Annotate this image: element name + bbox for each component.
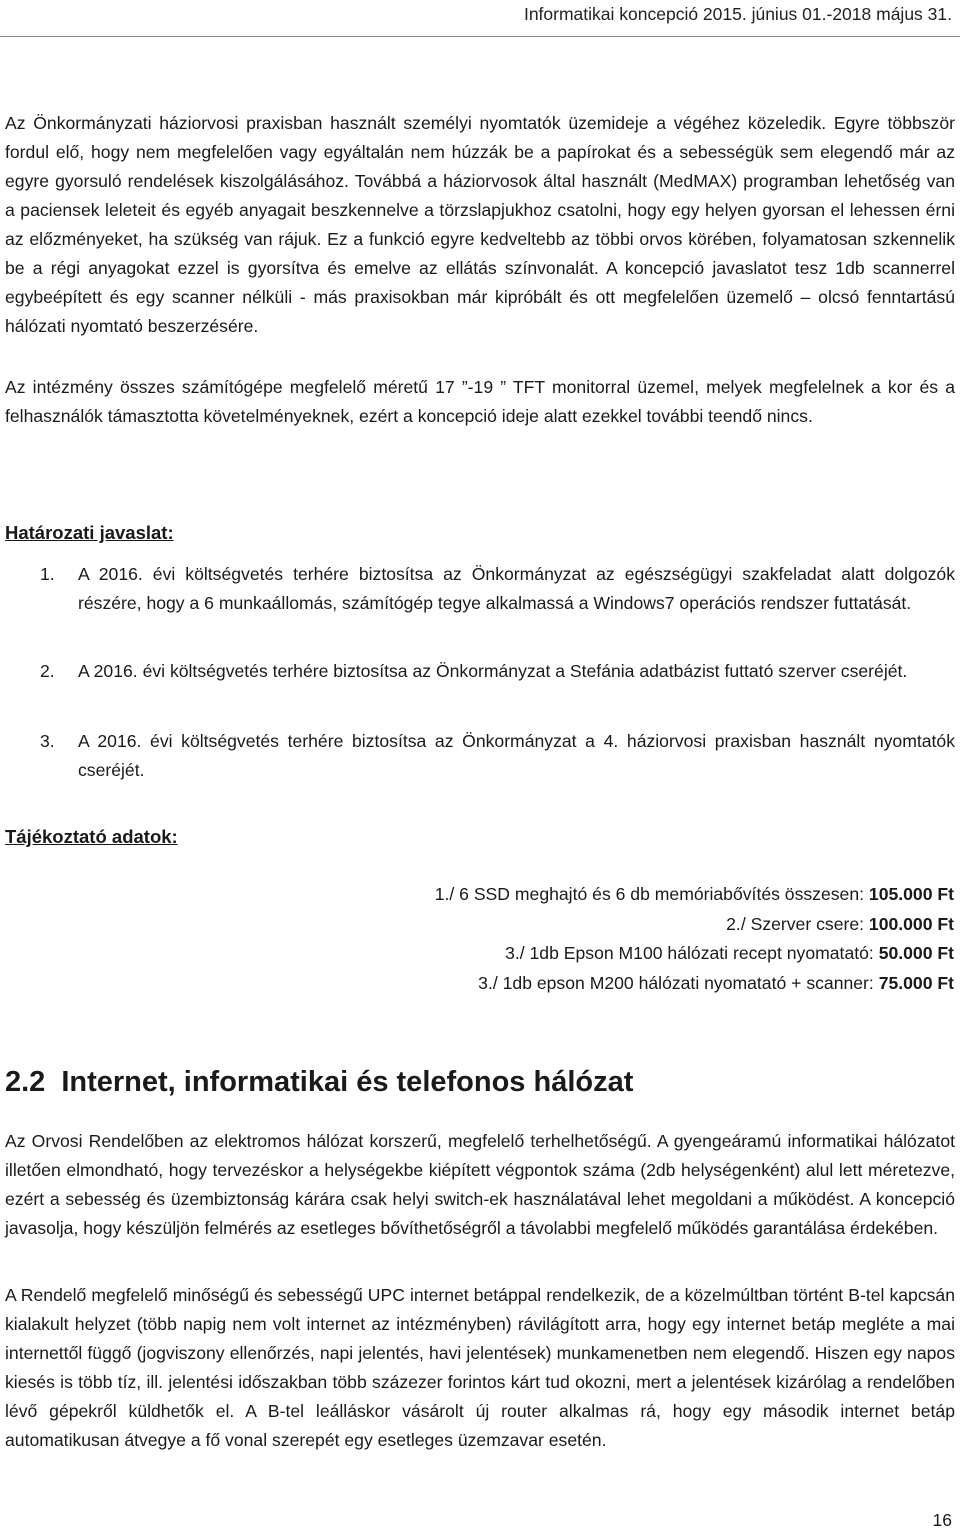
page-number: 16 (932, 1510, 952, 1530)
item-text: A 2016. évi költségvetés terhére biztosítsa az Önkormányzat a 4. háziorvosi praxisban használt nyomtatók cseréjét. (78, 731, 955, 780)
resolution-heading: Határozati javaslat: (5, 522, 174, 543)
item-number: 1. (40, 564, 55, 584)
cost-amount: 100.000 Ft (868, 913, 954, 934)
cost-row (435, 939, 954, 969)
resolution-item-1 (40, 560, 955, 618)
cost-label: 1./ 6 SSD meghajtó és 6 db memóriabővítés összesen: (434, 884, 869, 904)
cost-row (435, 880, 954, 910)
cost-list (435, 880, 954, 998)
running-header: Informatikai koncepció 2015. június 01.-2018 május 31. (523, 4, 952, 24)
item-number: 3. (40, 731, 55, 751)
item-text: A 2016. évi költségvetés terhére biztosítsa az Önkormányzat az egészségügyi szakfeladat alatt dolgozók részére, hogy a 6 munkaállomás, számítógép tegye alkalmassá a Windows7 operációs rendszer futtatását. (78, 564, 955, 613)
section-number: 2.2 (5, 1066, 46, 1098)
header-divider (0, 36, 960, 37)
paragraph-monitors: Az intézmény összes számítógépe megfelelő méretű 17 ”-19 ” TFT monitorral üzemel, melyek megfelelnek a kor és a felhasználók támasztotta követelményeknek, ezért a koncepció ideje alatt ezekkel további teendő nincs. (5, 377, 955, 426)
cost-amount: 50.000 Ft (878, 943, 954, 963)
cost-label: 2./ Szerver csere: (726, 913, 869, 934)
paragraph-network: Az Orvosi Rendelőben az elektromos hálózat korszerű, megfelelő terhelhetőségű. A gyengeáramú informatikai hálózatot illetően elmondható, hogy tervezéskor a helységekbe kiépített végpontok száma (2db helységenként) alul lett méretezve, ezért a sebesség és üzembiztonság kárára csak helyi switch-ek használatával lehet megoldani a működést. A koncepció javasolja, hogy készüljön felmérés az esetleges bővíthetőségről a távolabbi megfelelő működés garantálása érdekében. (5, 1131, 955, 1238)
cost-label: 3./ 1db Epson M100 hálózati recept nyomatató: (505, 943, 879, 963)
resolution-item-2 (40, 657, 955, 686)
paragraph-printers: Az Önkormányzati háziorvosi praxisban használt személyi nyomtatók üzemideje a végéhez közeledik. Egyre többször fordul elő, hogy nem megfelelően vagy egyáltalán nem húzzák be a papírokat és a sebességük sem elegendő már az egyre gyorsuló rendelések kiszolgálásához. Továbbá a háziorvosok által használt (MedMAX) programban lehetőség van a paciensek leleteit és egyéb anyagait beszkennelve a törzslapjukhoz csatolni, hogy egy helyen gyorsan el lehessen érni az előzményeket, ha szükség van rájuk. Ez a funkció egyre kedveltebb az többi orvos körében, folyamatosan szkennelik be a régi anyagokat ezzel is gyorsítva és emelve az ellátás színvonalát. A koncepció javaslatot tesz 1db scannerrel egybeépített és egy scanner nélküli - más praxisokban már kipróbált és ott megfelelően üzemelő – olcsó fenntartású hálózati nyomtató beszerzésére. (5, 113, 955, 336)
item-text: A 2016. évi költségvetés terhére biztosítsa az Önkormányzat a Stefánia adatbázist futtató szerver cseréjét. (78, 661, 908, 681)
cost-amount: 105.000 Ft (868, 884, 954, 904)
paragraph-internet: A Rendelő megfelelő minőségű és sebességű UPC internet betáppal rendelkezik, de a közelmúltban történt B-tel kapcsán kialakult helyzet (több napig nem volt internet az intézményben) rávilágított arra, hogy egy internet betáp megléte a mai internettől függő (jogviszony ellenőrzés, napi jelentés, havi jelentések) munkamenetben nem elegendő. Hiszen egy napos kiesés is több tíz, ill. jelentési időszakban több százezer forintos kárt tud okozni, mert a jelentések kizárólag a rendelőben lévő gépekről küldhetők el. A B-tel leálláskor vásárolt új router alkalmas rá, hogy egy második internet betáp automatikusan átvegye a fő vonal szerepét egy esetleges üzemzavar esetén. (5, 1285, 955, 1450)
cost-label: 3./ 1db epson M200 hálózati nyomatató + scanner: (478, 972, 879, 993)
resolution-item-3 (40, 727, 955, 785)
cost-amount: 75.000 Ft (878, 972, 954, 993)
item-number: 2. (40, 661, 55, 681)
cost-row (435, 969, 954, 999)
info-heading: Tájékoztató adatok: (5, 826, 178, 847)
section-title: Internet, informatikai és telefonos hálózat (61, 1066, 634, 1098)
cost-row (435, 910, 954, 940)
section-heading (5, 1066, 633, 1099)
